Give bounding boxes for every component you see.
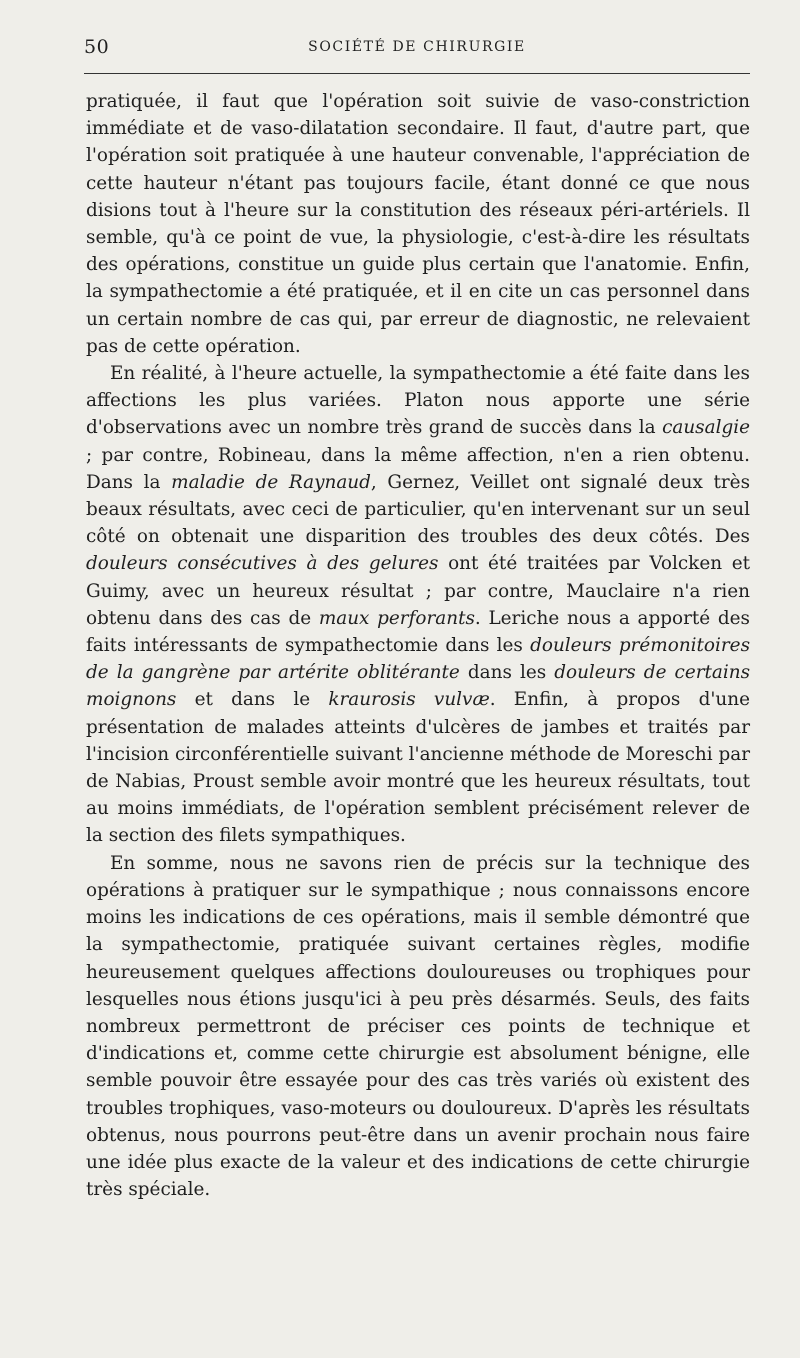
paragraph-1 [86,88,750,360]
italic-term-kraurosis-vulvae: kraurosis vulvæ [328,689,490,711]
italic-term-douleurs-premonitoires: douleurs prémonitoires de la gangrène par artérite oblitérante [86,635,751,684]
page-header [84,36,750,58]
text-run: , Gernez, Veillet ont signalé deux très beaux résultats, avec ceci de particulier, qu'en intervenant sur un seul côté on obtenait une disparition des troubles des deux côtés. Des [86,471,751,548]
header-rule [84,73,750,74]
text-run: ; par contre, Robineau, dans la même affection, n'en a rien obtenu. Dans la [86,444,750,493]
text-run: . Leriche nous a apporté des faits intéressants de sympathectomie dans les [86,607,750,657]
italic-term-maladie-de-raynaud: maladie de Raynaud [171,471,371,493]
body-text [86,88,750,1203]
text-run: En somme, nous ne savons rien de précis sur la technique des opérations à pratiquer sur le sympathique ; nous connaissons encore moins les indications de ces opérations, mais il semble démontré que la sympathectomie, pratiquée suivant certaines règles, modifie heureusement quelques affections douloureuses ou trophiques pour lesquelles nous étions jusqu'ici à peu près désarmés. Seuls, des faits nombreux permettront de préciser ces points de technique et d'indications et, comme cette chirurgie est absolument bénigne, elle semble pouvoir être essayée pour des cas très variés où existent des troubles trophiques, vaso-moteurs ou douloureux. D'après les résultats obtenus, nous pourrons peut-être dans un avenir prochain nous faire une idée plus exacte de la valeur et des indications de cette chirurgie très spéciale. [86,852,750,1201]
italic-term-douleurs-moignons: douleurs de certains moignons [86,662,751,711]
text-run: En réalité, à l'heure actuelle, la sympathectomie a été faite dans les affections les plus variées. Platon nous apporte une série d'observations avec un nombre très grand de succès dans la [86,363,750,439]
italic-term-maux-perforants: maux perforants [318,607,475,629]
italic-term-douleurs-gelures: douleurs consécutives à des gelures [86,553,439,575]
running-title: SOCIÉTÉ DE CHIRURGIE [308,39,526,55]
text-run: dans les [459,662,555,684]
text-run: et dans le [176,689,329,711]
paragraph-3 [86,850,750,1204]
paragraph-2 [86,360,750,850]
page-number: 50 [84,36,110,58]
text-run: ont été traitées par Volcken et Guimy, avec un heureux résultat ; par contre, Mauclaire n'a rien obtenu dans des cas de [86,553,750,629]
italic-term-causalgie: causalgie [662,417,750,439]
text-run: . Enfin, à propos d'une présentation de malades atteints d'ulcères de jambes et traités par l'incision circonférentielle suivant l'ancienne méthode de Moreschi par de Nabias, Proust semble avoir montré que les heureux résultats, tout au moins immédiats, de l'opération semblent précisément relever de la section des filets sympathiques. [86,689,750,847]
text-run: pratiquée, il faut que l'opération soit suivie de vaso-constriction immédiate et de vaso-dilatation secondaire. Il faut, d'autre part, que l'opération soit pratiquée à une hauteur convenable, l'appréciation de cette hauteur n'étant pas toujours facile, étant donné ce que nous disions tout à l'heure sur la constitution des réseaux péri-artériels. Il semble, qu'à ce point de vue, la physiologie, c'est-à-dire les résultats des opérations, constitue un guide plus certain que l'anatomie. Enfin, la sympathectomie a été pratiquée, et il en cite un cas personnel dans un certain nombre de cas qui, par erreur de diagnostic, ne relevaient pas de cette opération. [86,91,750,357]
